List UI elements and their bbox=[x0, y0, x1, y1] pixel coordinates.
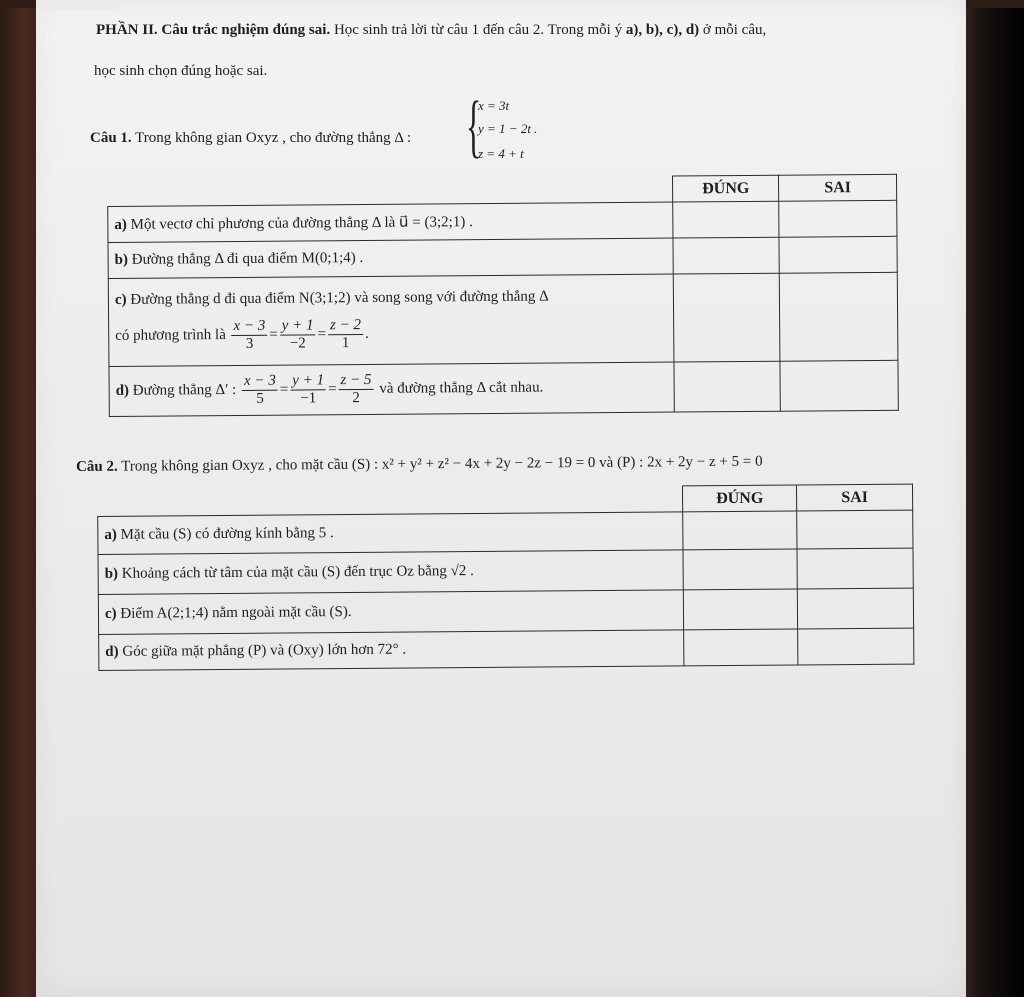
q2-b-text: Khoảng cách từ tâm của mặt cầu (S) đến trục Oz bằng √2 . bbox=[121, 563, 474, 582]
brace-symbol: { bbox=[466, 88, 482, 165]
q2-d-false-cell[interactable] bbox=[798, 628, 914, 665]
q1-header-true: ĐÚNG bbox=[673, 175, 779, 202]
part-instruction-tail: ở mỗi câu, bbox=[702, 22, 767, 38]
q1-d-label: d) bbox=[115, 382, 130, 399]
q2-b-true-cell[interactable] bbox=[683, 549, 797, 590]
q1-b-true-cell[interactable] bbox=[673, 237, 779, 274]
q2-row-c bbox=[98, 588, 913, 634]
q2-row-b bbox=[98, 548, 913, 594]
q2-a-text: Mặt cầu (S) có đường kính bằng 5 . bbox=[120, 525, 334, 543]
q1-d-text-post: và đường thẳng Δ cắt nhau. bbox=[379, 379, 544, 397]
q1-statement-c bbox=[108, 274, 674, 366]
q1-system-eq1: x = 3t bbox=[478, 98, 510, 113]
q1-label: Câu 1. bbox=[90, 130, 132, 146]
q1-b-false-cell[interactable] bbox=[779, 236, 897, 273]
q1-d-false-cell[interactable] bbox=[780, 360, 898, 411]
q1-c-frac-x: $\frac{x - 3}{3}$ bbox=[231, 317, 267, 352]
q2-c-text: Điểm A(2;1;4) nằm ngoài mặt cầu (S). bbox=[120, 604, 352, 622]
q1-c-true-cell[interactable] bbox=[673, 273, 780, 362]
q2-b-false-cell[interactable] bbox=[797, 548, 913, 589]
q2-c-false-cell[interactable] bbox=[797, 588, 913, 629]
q2-answer-table bbox=[97, 484, 914, 671]
part-options: a), b), c), d) bbox=[625, 22, 700, 38]
q1-intro: Trong không gian Oxyz , cho đường thẳng Δ : bbox=[135, 130, 412, 146]
q2-statement-c bbox=[98, 590, 683, 635]
q1-a-true-cell[interactable] bbox=[673, 201, 779, 238]
q1-d-frac-x: $\frac{x - 3}{5}$ bbox=[242, 373, 278, 408]
q1-a-label: a) bbox=[114, 216, 127, 233]
q2-row-d bbox=[99, 628, 914, 670]
q1-c-line1 bbox=[115, 287, 667, 308]
q2-b-label: b) bbox=[104, 565, 119, 582]
part-heading: PHẦN II. Câu trắc nghiệm đúng sai. bbox=[96, 22, 331, 38]
q2-header-true: ĐÚNG bbox=[683, 485, 797, 512]
desk-background-right bbox=[960, 0, 1024, 997]
q1-equation-system bbox=[466, 88, 556, 168]
q1-b-text: Đường thẳng Δ đi qua điểm M(0;1;4) . bbox=[131, 249, 364, 268]
q1-statement-d: d) Đường thẳng Δ′ : $\frac{x - 3}{5}$ = $\frac{y + 1}{-1}$ = $\frac{z - 5}{2}$ và đường thẳng Δ cắt nhau. bbox=[109, 362, 675, 416]
q1-c-line2: có phương trình là $\frac{x - 3}{3}$ = $\frac{y + 1}{-2}$ = $\frac{z - 2}{1}$ . bbox=[115, 316, 369, 352]
q1-d-text-pre: Đường thẳng Δ′ : bbox=[132, 381, 237, 399]
q1-c-text-line1: Đường thẳng d đi qua điểm N(3;1;2) và song song với đường thẳng Δ bbox=[130, 288, 549, 308]
q2-row-a bbox=[98, 510, 913, 554]
part-instruction: Học sinh trả lời từ câu 1 đến câu 2. Trong mỗi ý bbox=[333, 22, 623, 38]
q1-c-label: c) bbox=[114, 291, 127, 308]
part-instruction-line2: học sinh chọn đúng hoặc sai. bbox=[94, 63, 268, 79]
q2-a-false-cell[interactable] bbox=[797, 510, 913, 549]
q1-c-text-line2: có phương trình là bbox=[115, 326, 226, 344]
q1-row-b bbox=[108, 236, 897, 278]
q2-a-true-cell[interactable] bbox=[683, 511, 797, 550]
q1-intro-line bbox=[90, 130, 411, 147]
q2-statement-d bbox=[99, 630, 684, 671]
q1-d-frac-z: $\frac{z - 5}{2}$ bbox=[338, 372, 373, 407]
desk-background-left bbox=[0, 0, 40, 997]
q2-a-label: a) bbox=[104, 526, 117, 543]
q1-statement-a bbox=[108, 202, 673, 242]
q2-c-label: c) bbox=[104, 605, 117, 622]
q2-d-true-cell[interactable] bbox=[684, 629, 798, 666]
q2-c-true-cell[interactable] bbox=[683, 589, 797, 630]
q2-statement-a bbox=[98, 512, 683, 555]
q2-label: Câu 2. bbox=[76, 458, 118, 475]
q1-d-true-cell[interactable] bbox=[674, 361, 780, 412]
q1-header-false: SAI bbox=[779, 174, 897, 201]
q1-row-d bbox=[109, 360, 898, 416]
q1-system-eq2: y = 1 − 2t . bbox=[478, 121, 538, 136]
q1-c-false-cell[interactable] bbox=[779, 272, 898, 361]
q2-d-text: Góc giữa mặt phẳng (P) và (Oxy) lớn hơn 72° . bbox=[122, 641, 407, 660]
q1-statement-b bbox=[108, 238, 673, 278]
q2-statement-b bbox=[98, 550, 683, 595]
q1-c-frac-z: $\frac{z - 2}{1}$ bbox=[328, 316, 363, 351]
q1-a-text: Một vectơ chỉ phương của đường thẳng Δ là u⃗ = (3;2;1) . bbox=[130, 214, 473, 233]
q1-row-a bbox=[108, 200, 897, 242]
q1-row-c bbox=[108, 272, 898, 366]
q1-a-false-cell[interactable] bbox=[779, 200, 897, 237]
q1-c-frac-y: $\frac{y + 1}{-2}$ bbox=[280, 317, 316, 352]
q2-header-false: SAI bbox=[797, 484, 913, 511]
paper-corner bbox=[40, 0, 120, 10]
q1-d-frac-y: $\frac{y + 1}{-1}$ bbox=[290, 372, 326, 407]
part-heading-line bbox=[96, 22, 766, 39]
q1-answer-table bbox=[107, 174, 899, 417]
q1-b-label: b) bbox=[114, 251, 129, 268]
q2-intro: Trong không gian Oxyz , cho mặt cầu (S) : x² + y² + z² − 4x + 2y − 2z − 19 = 0 và (P) : 2x + 2y − z + 5 = 0 bbox=[121, 453, 763, 475]
q2-d-label: d) bbox=[105, 643, 119, 660]
q1-system-eq3: z = 4 + t bbox=[478, 146, 524, 161]
